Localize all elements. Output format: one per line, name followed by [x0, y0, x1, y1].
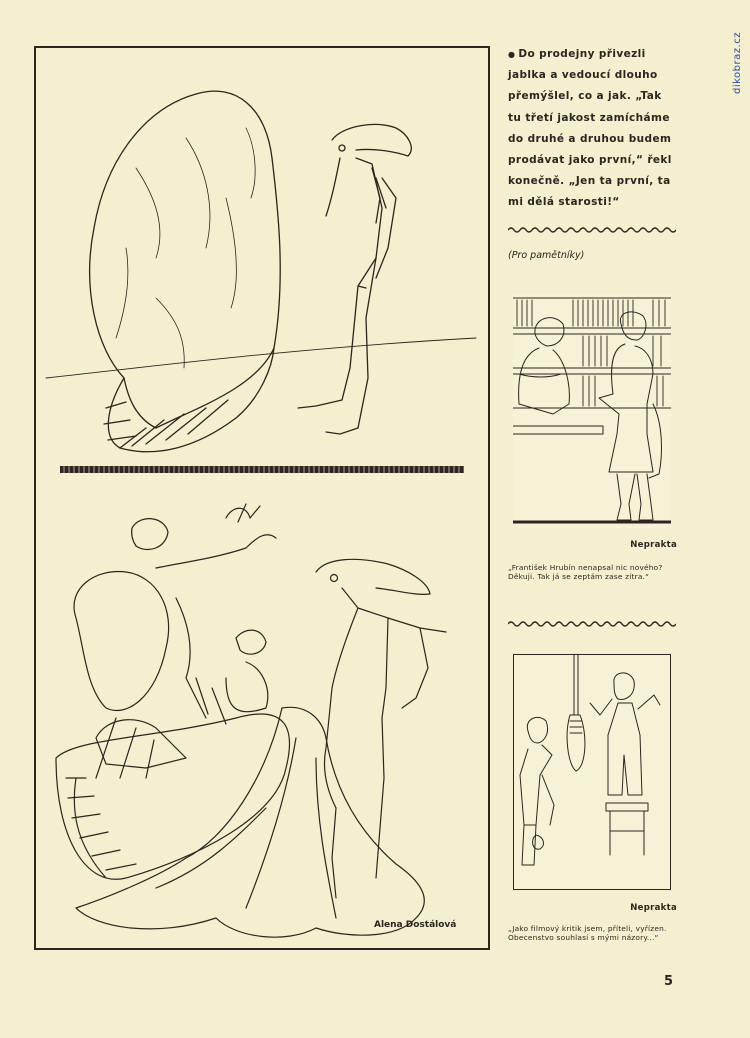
joke-text: [508, 44, 676, 214]
group-of-women: [74, 504, 276, 778]
critic-on-chair: [590, 673, 660, 855]
bookshelf: [513, 298, 671, 408]
wavy-divider: [508, 226, 676, 234]
cartoon2-credit: Neprakta: [630, 903, 677, 913]
noose: [567, 655, 585, 771]
cartoon1-credit: Neprakta: [630, 540, 677, 550]
joke-body: Do prodejny přivezli jablka a vedoucí dlouho přemýšlel, co a jak. „Tak tu třetí jakost zamícháme do druhé a druhou budem prodávat jako první,“ řekl konečně. „Jen ta první, ta mi dělá starosti!“: [508, 48, 672, 209]
cartoon-stone-panel: [36, 48, 488, 458]
long-train: [76, 707, 424, 937]
library-cartoon: [513, 294, 671, 528]
tall-man: [316, 559, 446, 898]
cartoon2-caption: „Jako filmový kritik jsem, příteli, vyřízen. Obecenstvo souhlasí s mými názory...“: [508, 924, 667, 942]
film-critic-cartoon: [513, 654, 671, 890]
watermark: dikobraz.cz: [732, 32, 743, 94]
rock-base: [56, 714, 289, 879]
stone-illustration: [90, 91, 281, 452]
counter: [513, 426, 603, 434]
section-label: (Pro pamětníky): [508, 250, 585, 261]
wavy-divider-2: [508, 620, 676, 628]
librarian: [519, 318, 570, 414]
customer-woman: [599, 312, 661, 520]
bullet-icon: ●: [508, 50, 516, 59]
man-figure: [298, 124, 411, 434]
cartoon1-caption: „František Hrubín nenapsal nic nového? Děkuji. Tak já se zeptám zase zítra.“: [508, 563, 663, 581]
ground-line: [46, 338, 476, 378]
cartoon-party-panel: [36, 478, 488, 948]
visitor-man: [520, 717, 554, 865]
panel-divider: [60, 466, 464, 473]
page-number: 5: [664, 974, 674, 989]
artist-credit: Alena Dostálová: [374, 920, 457, 930]
